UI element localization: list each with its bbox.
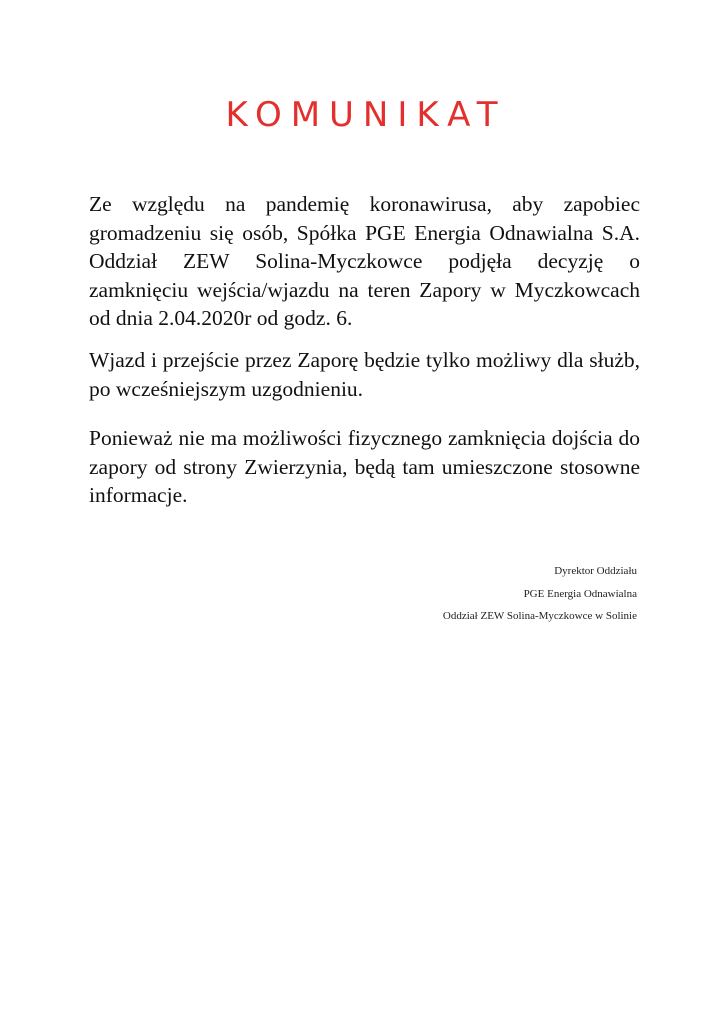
signature-title: Dyrektor Oddziału: [554, 565, 637, 577]
signature-block: [443, 560, 637, 628]
paragraph-announcement: Ze względu na pandemię koronawirusa, aby zapobiec gromadzeniu się osób, Spółka PGE Energia Odnawialna S.A. Oddział ZEW Solina-Myczkowce podjęła decyzję o zamknięciu wejścia/wjazdu na teren Zapory w Myczkowcach od dnia 2.04.2020r od godz. 6.: [89, 192, 640, 330]
paragraph-information: Ponieważ nie ma możliwości fizycznego zamknięcia dojścia do zapory od strony Zwierzynia, będą tam umieszczone stosowne informacje.: [89, 426, 640, 507]
paragraph-access: Wjazd i przejście przez Zaporę będzie tylko możliwy dla służb, po wcześniejszym uzgodnieniu.: [89, 348, 640, 401]
signature-branch: Oddział ZEW Solina-Myczkowce w Solinie: [442, 610, 637, 622]
signature-company: PGE Energia Odnawialna: [523, 587, 637, 600]
document-title: KOMUNIKAT: [225, 95, 507, 135]
